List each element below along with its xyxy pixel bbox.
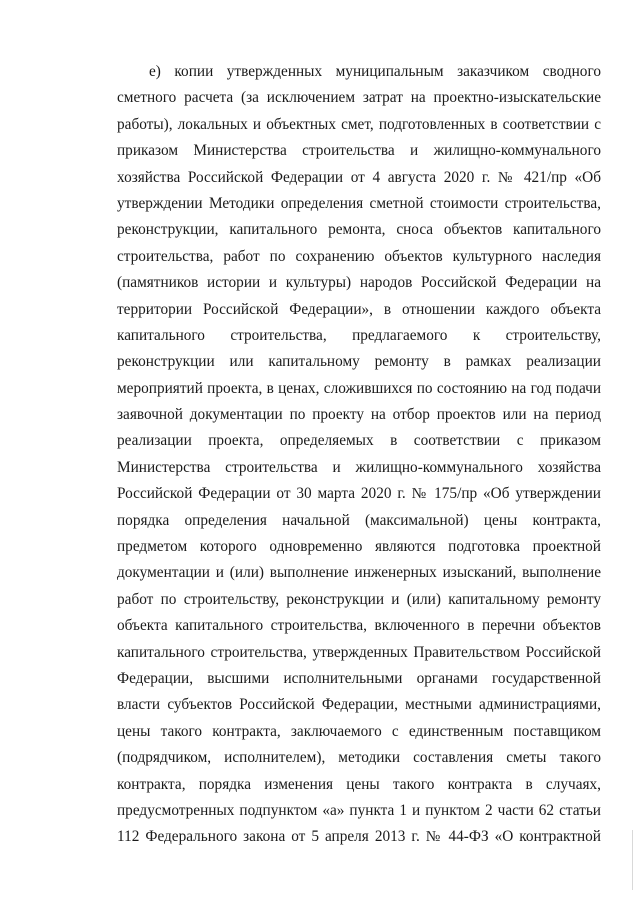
text-line: Федерации, высшими исполнительными органами государственной — [117, 669, 601, 687]
text-line: объекта капитального строительства, включенного в перечни объектов — [117, 617, 601, 635]
text-line: сметного расчета (за исключением затрат на проектно-изыскательские — [117, 89, 601, 107]
text-line: реконструкции, капитального ремонта, сноса объектов капитального — [117, 221, 601, 239]
text-line: территории Российской Федерации», в отношении каждого объекта — [117, 300, 601, 318]
text-line: капитального строительства, предлагаемого к строительству, — [117, 326, 601, 344]
text-line: 112 Федерального закона от 5 апреля 2013 г. № 44-ФЗ «О контрактной — [117, 828, 601, 846]
text-line: цены такого контракта, заключаемого с единственным поставщиком — [117, 722, 601, 740]
text-line: власти субъектов Российской Федерации, местными администрациями, — [117, 696, 601, 714]
text-line: порядка определения начальной (максимальной) цены контракта, — [117, 511, 601, 529]
text-line: хозяйства Российской Федерации от 4 августа 2020 г. № 421/пр «Об — [117, 168, 601, 186]
text-line: контракта, порядка изменения цены такого контракта в случаях, — [117, 775, 601, 793]
text-line: приказом Министерства строительства и жилищно-коммунального — [117, 142, 601, 160]
text-line: работ по строительству, реконструкции и (или) капитальному ремонту — [117, 590, 601, 608]
text-line: документации и (или) выполнение инженерных изысканий, выполнение — [117, 564, 601, 582]
text-line: работы), локальных и объектных смет, подготовленных в соответствии с — [117, 115, 601, 133]
text-line: строительства, работ по сохранению объектов культурного наследия — [117, 247, 601, 265]
text-line: Российской Федерации от 30 марта 2020 г. № 175/пр «Об утверждении — [117, 485, 601, 503]
text-line: реализации проекта, определяемых в соответствии с приказом — [117, 432, 601, 450]
text-line: утверждении Методики определения сметной стоимости строительства, — [117, 194, 601, 212]
text-line: мероприятий проекта, в ценах, сложившихся по состоянию на год подачи — [117, 379, 601, 397]
text-line: капитального строительства, утвержденных Правительством Российской — [117, 643, 601, 661]
text-line: е) копии утвержденных муниципальным заказчиком сводного — [149, 63, 601, 80]
text-line: заявочной документации по проекту на отбор проектов или на период — [117, 406, 601, 424]
text-line: реконструкции или капитальному ремонту в рамках реализации — [117, 353, 601, 371]
body-paragraph — [117, 59, 601, 851]
text-line: Министерства строительства и жилищно-коммунального хозяйства — [117, 458, 601, 476]
text-line: (памятников истории и культуры) народов Российской Федерации на — [117, 274, 601, 292]
text-line: предусмотренных подпунктом «а» пункта 1 и пунктом 2 части 62 статьи — [117, 801, 601, 819]
text-line: (подрядчиком, исполнителем), методики составления сметы такого — [117, 749, 601, 767]
scan-edge-mark — [632, 830, 633, 890]
text-line: предметом которого одновременно являются подготовка проектной — [117, 538, 601, 556]
